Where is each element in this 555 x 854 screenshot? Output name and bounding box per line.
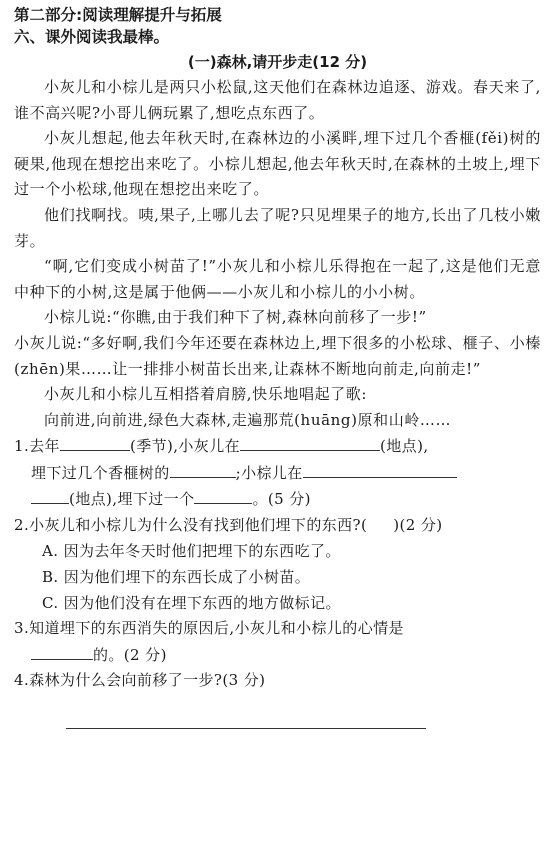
answer-line[interactable]: [66, 728, 426, 729]
answer-blank-fruit[interactable]: [170, 460, 236, 478]
question-number: 2.: [14, 515, 30, 534]
question-text: 小灰儿和小棕儿为什么没有找到他们埋下的东西?(: [29, 515, 368, 534]
answer-blank-mood[interactable]: [31, 642, 93, 660]
paragraph: 小棕儿说:“你瞧,由于我们种下了树,森林向前移了一步!”: [44, 308, 427, 327]
paragraph: 小灰儿想起,他去年秋天时,在森林边的小溪畔,埋下过几个香榧(fěi)树的硬果,他现在想挖出来吃了。小棕儿想起,他去年秋天时,在森林的土坡上,埋下过一个小松球,他现在想挖出来吃了。: [14, 129, 541, 199]
question-score: )(2 分): [393, 515, 443, 534]
question-text: 埋下过几个香榧树的: [31, 463, 170, 482]
answer-blank-place-2-cont[interactable]: [31, 486, 69, 504]
question-3: [14, 616, 541, 668]
answer-blank-item[interactable]: [194, 486, 252, 504]
question-text: (地点),: [380, 437, 429, 456]
paragraph: 向前进,向前进,绿色大森林,走遍那荒(huāng)原和山岭……: [44, 410, 452, 429]
question-number: 4.: [14, 671, 30, 690]
paragraph: 他们找啊找。咦,果子,上哪儿去了呢?只见埋果子的地方,长出了几枝小嫩芽。: [14, 205, 541, 250]
question-number: 3.: [14, 619, 30, 638]
passage: [14, 75, 541, 433]
question-text: 知道埋下的东西消失的原因后,小灰儿和小棕儿的心情是: [29, 619, 404, 638]
answer-blank-place-1[interactable]: [240, 433, 380, 451]
paragraph: “啊,它们变成小树苗了!”小灰儿和小棕儿乐得抱在一起了,这是他们无意中种下的小树,这是属于他俩——小灰儿和小棕儿的小小树。: [14, 257, 541, 301]
answer-blank-place-2[interactable]: [303, 460, 457, 478]
question-text: ;小棕儿在: [235, 463, 303, 482]
option-c: C. 因为他们没有在埋下东西的地方做标记。: [42, 594, 341, 613]
option-a: A. 因为去年冬天时他们把埋下的东西吃了。: [42, 542, 341, 561]
question-text: 森林为什么会向前移了一步?(3 分): [29, 671, 266, 690]
paragraph: 小灰儿说:“多好啊,我们今年还要在森林边上,埋下很多的小松球、榧子、小榛(zhēn)果……让一排排小树苗长出来,让森林不断地向前走,向前走!”: [14, 333, 541, 378]
paragraph: 小灰儿和小棕儿是两只小松鼠,这天他们在森林边追逐、游戏。春天来了,谁不高兴呢?小哥儿俩玩累了,想吃点东西了。: [14, 78, 541, 122]
section-heading: 六、课外阅读我最棒。: [14, 28, 170, 46]
question-number: 1.: [14, 437, 30, 456]
question-text: 去年: [29, 437, 60, 456]
part-heading: 第二部分:阅读理解提升与拓展: [14, 6, 222, 24]
question-text: 的。(2 分): [93, 645, 167, 664]
option-b: B. 因为他们埋下的东西长成了小树苗。: [42, 568, 311, 587]
question-text: 。(5 分): [252, 490, 311, 509]
question-text: (季节),小灰儿在: [129, 437, 241, 456]
question-4: [14, 668, 541, 729]
question-text: (地点),埋下过一个: [69, 490, 195, 509]
paragraph: 小灰儿和小棕儿互相搭着肩膀,快乐地唱起了歌:: [44, 385, 368, 404]
question-2: [14, 513, 541, 617]
passage-title: (一)森林,请开步走(12 分): [187, 53, 368, 71]
answer-blank-season[interactable]: [60, 433, 130, 451]
question-1: [14, 433, 541, 513]
